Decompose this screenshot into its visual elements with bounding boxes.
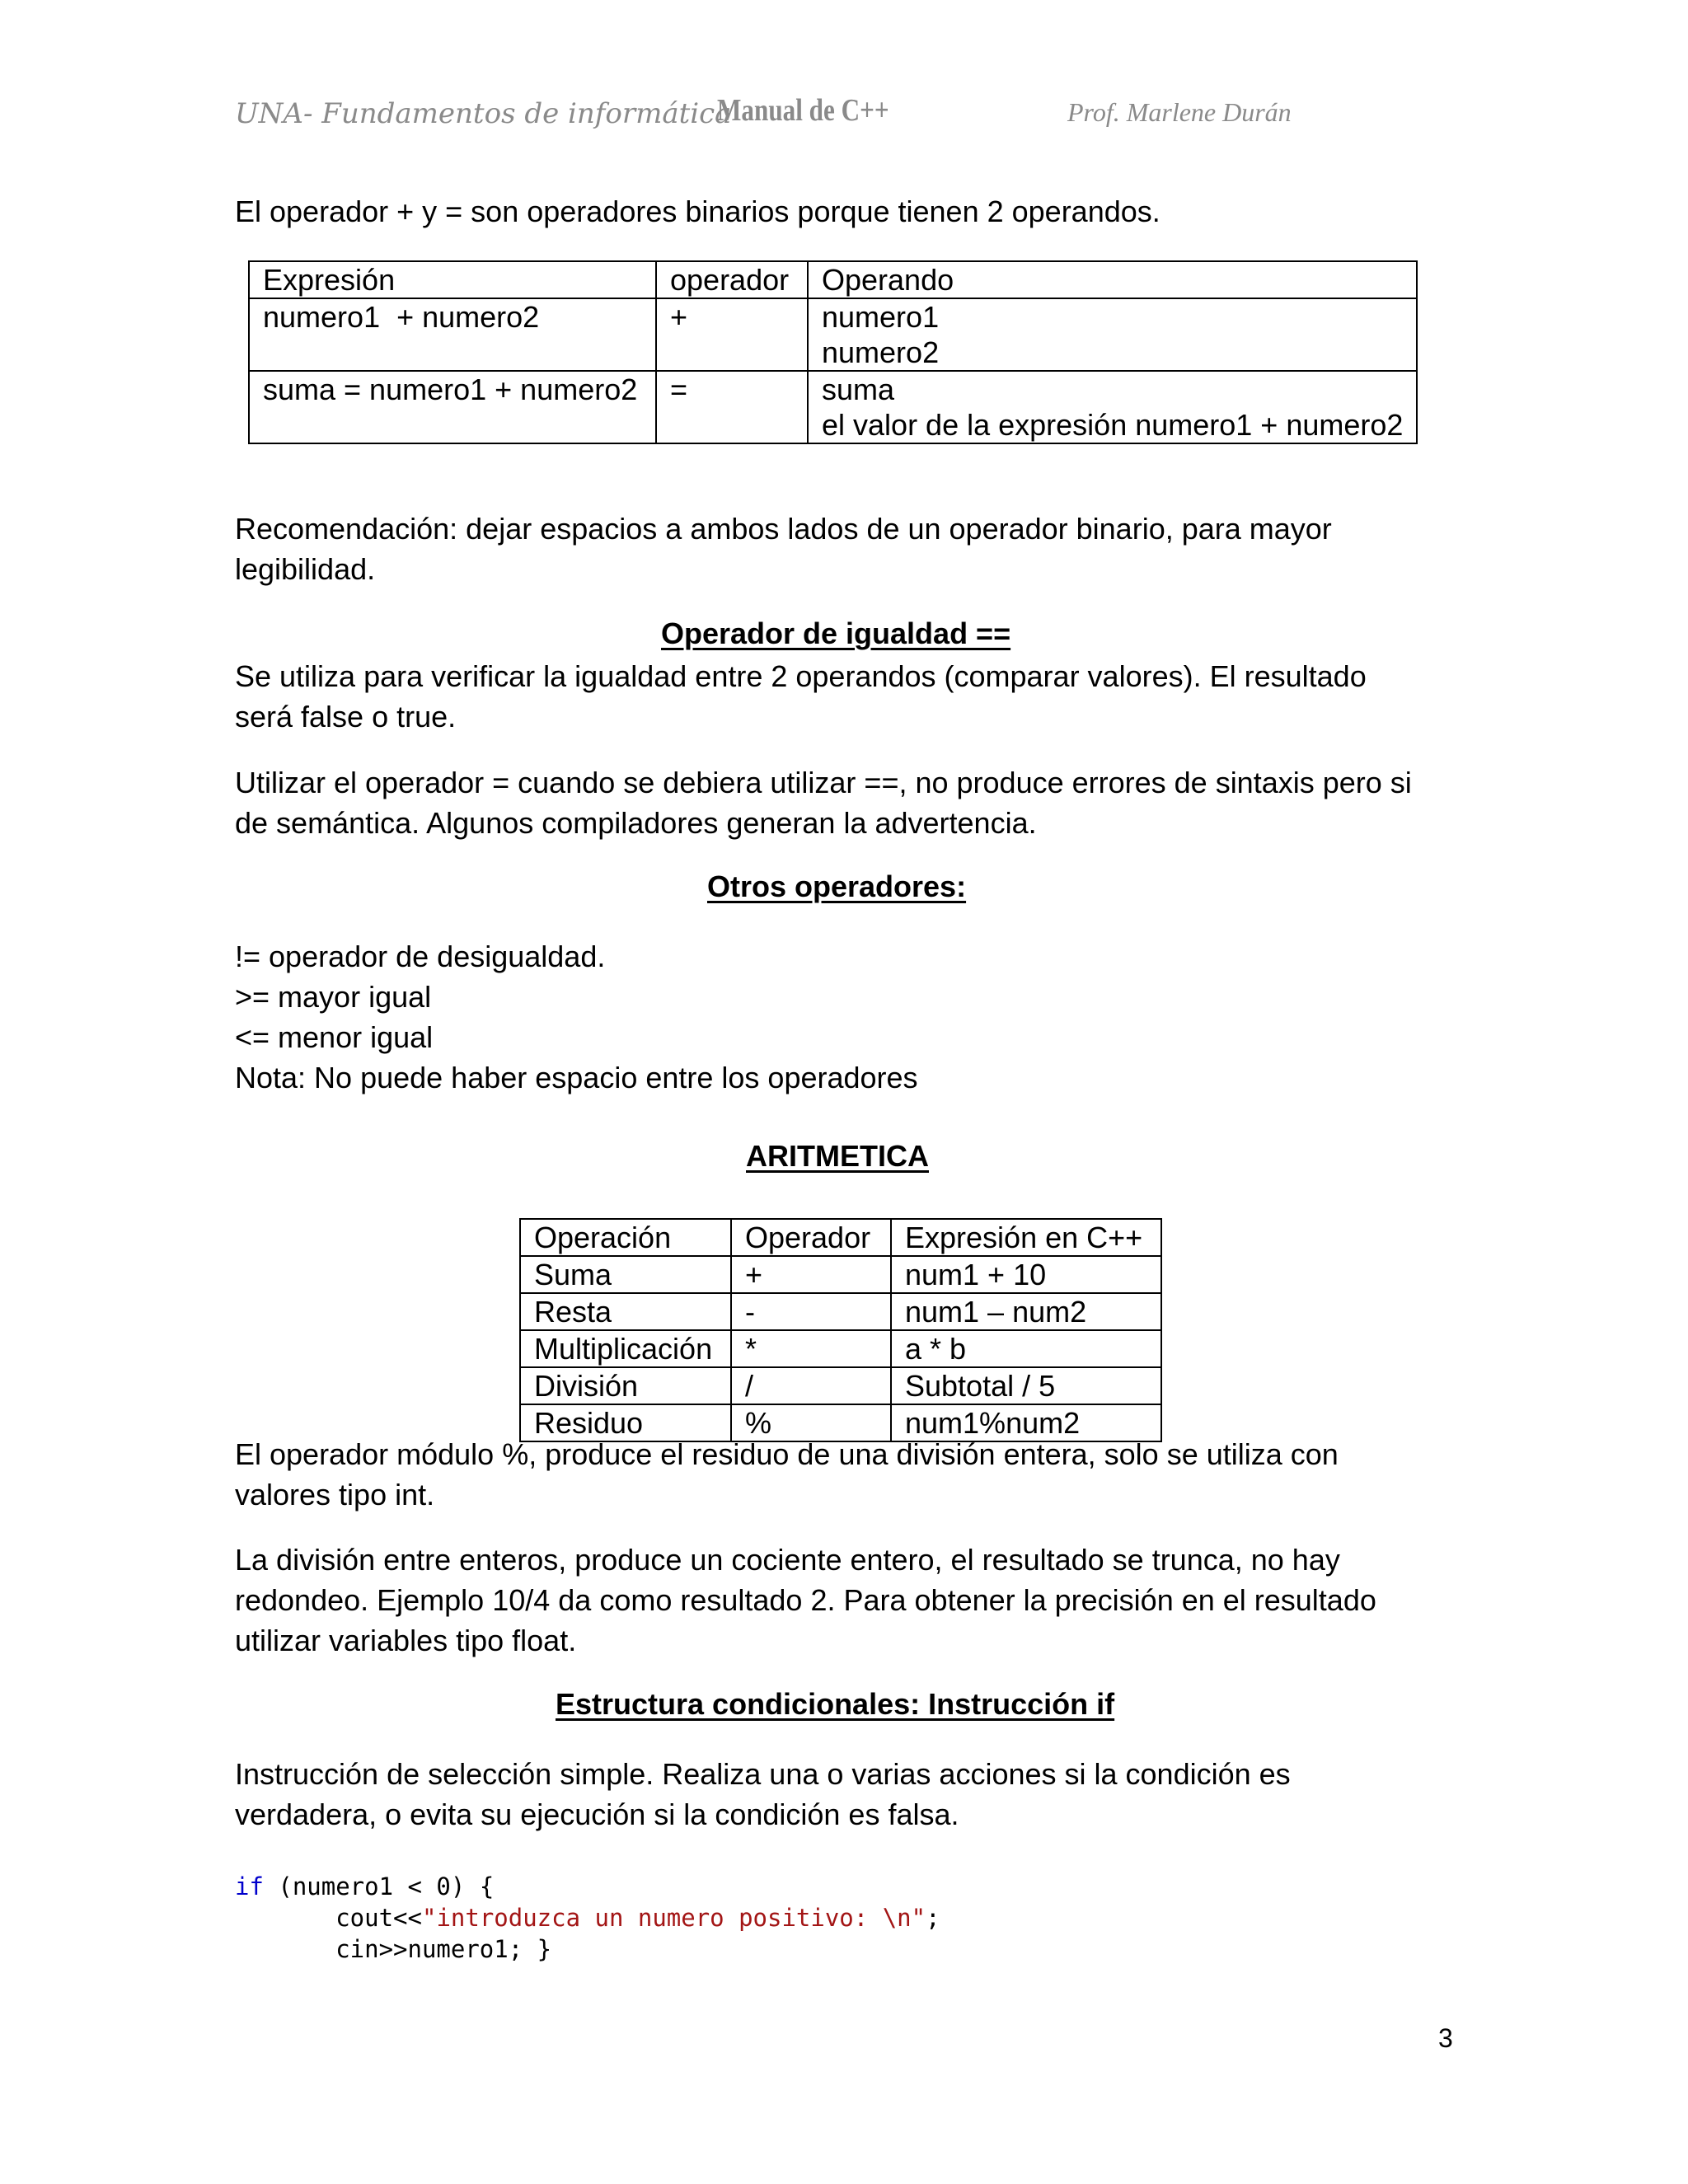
text-line: Utilizar el operador = cuando se debiera utilizar ==, no produce errores de sintaxis pero si xyxy=(235,766,1412,799)
header-author: Prof. Marlene Durán xyxy=(1067,97,1292,127)
section-heading-others: Otros operadores: xyxy=(707,869,967,903)
text-line: valores tipo int. xyxy=(235,1478,435,1511)
arithmetic-table xyxy=(519,1218,1162,1442)
section-heading-arithmetic: ARITMETICA xyxy=(746,1139,929,1173)
code-text: (numero1 < 0) { xyxy=(263,1872,495,1900)
table-header-row xyxy=(520,1219,1161,1256)
list-item: Nota: No puede haber espacio entre los operadores xyxy=(235,1061,918,1094)
text-line: será false o true. xyxy=(235,700,457,733)
others-list xyxy=(235,936,1447,1098)
table-cell: a * b xyxy=(891,1330,1161,1367)
table-cell: + xyxy=(656,298,808,371)
code-line xyxy=(235,1871,940,1902)
table-row xyxy=(520,1367,1161,1404)
table-header-cell: Operación xyxy=(520,1219,731,1256)
table-cell: Resta xyxy=(520,1293,731,1330)
division-paragraph xyxy=(235,1540,1447,1661)
text-line: redondeo. Ejemplo 10/4 da como resultado 2. Para obtener la precisión en el resultado xyxy=(235,1583,1376,1617)
list-item: >= mayor igual xyxy=(235,980,432,1014)
text-line: legibilidad. xyxy=(235,552,376,586)
table-row xyxy=(249,298,1417,371)
header-course: UNA- Fundamentos de informática xyxy=(235,97,732,130)
code-text: ; xyxy=(926,1904,940,1932)
table-row xyxy=(520,1330,1161,1367)
operand-line: numero1 xyxy=(822,300,940,334)
table-cell: + xyxy=(731,1256,891,1293)
operand-line: numero2 xyxy=(822,335,940,369)
code-text: cout<< xyxy=(235,1904,422,1932)
conditional-paragraph xyxy=(235,1754,1447,1835)
text-line: El operador módulo %, produce el residuo de una división entera, solo se utiliza con xyxy=(235,1437,1339,1471)
table-cell: num1%num2 xyxy=(891,1404,1161,1441)
equality-paragraph-1 xyxy=(235,656,1447,737)
table-cell: = xyxy=(656,371,808,443)
code-string: "introduzca un numero positivo: \n" xyxy=(421,1904,926,1932)
section-heading-conditional: Estructura condicionales: Instrucción if xyxy=(556,1687,1115,1721)
header-title: Manual de C++ xyxy=(717,93,889,128)
table-header-cell: Expresión xyxy=(249,261,656,298)
table-cell: - xyxy=(731,1293,891,1330)
text-line: Se utiliza para verificar la igualdad entre 2 operandos (comparar valores). El resultado xyxy=(235,659,1367,693)
operand-line: el valor de la expresión numero1 + numero2 xyxy=(822,408,1404,442)
table-row xyxy=(249,371,1417,443)
table-cell: Multiplicación xyxy=(520,1330,731,1367)
equality-paragraph-2 xyxy=(235,762,1447,843)
table-header-cell: Operador xyxy=(731,1219,891,1256)
table-cell: / xyxy=(731,1367,891,1404)
table-row xyxy=(520,1256,1161,1293)
table-cell: % xyxy=(731,1404,891,1441)
section-heading-equality: Operador de igualdad == xyxy=(661,616,1011,650)
recommendation-paragraph xyxy=(235,509,1447,589)
code-line xyxy=(235,1902,940,1933)
table-cell xyxy=(808,371,1417,443)
text-line: Instrucción de selección simple. Realiza una o varias acciones si la condición es xyxy=(235,1757,1291,1791)
text-line: utilizar variables tipo float. xyxy=(235,1624,577,1657)
operand-line: suma xyxy=(822,373,895,406)
table-row xyxy=(520,1293,1161,1330)
table-cell: Suma xyxy=(520,1256,731,1293)
text-line: de semántica. Algunos compiladores generan la advertencia. xyxy=(235,806,1037,840)
table-header-cell: Expresión en C++ xyxy=(891,1219,1161,1256)
list-item: <= menor igual xyxy=(235,1020,434,1054)
table-cell: num1 + 10 xyxy=(891,1256,1161,1293)
text-line: La división entre enteros, produce un cociente entero, el resultado se trunca, no hay xyxy=(235,1543,1340,1577)
code-line: cin>>numero1; } xyxy=(235,1935,552,1963)
modulo-paragraph xyxy=(235,1434,1447,1515)
code-block xyxy=(235,1871,940,1965)
table-header-row xyxy=(249,261,1417,298)
table-cell: suma = numero1 + numero2 xyxy=(249,371,656,443)
table-header-cell: operador xyxy=(656,261,808,298)
table-cell: Residuo xyxy=(520,1404,731,1441)
text-line: verdadera, o evita su ejecución si la condición es falsa. xyxy=(235,1797,959,1831)
table-cell: num1 – num2 xyxy=(891,1293,1161,1330)
intro-paragraph: El operador + y = son operadores binarios porque tienen 2 operandos. xyxy=(235,194,1160,228)
binary-operators-table xyxy=(248,260,1418,444)
table-cell: numero1 + numero2 xyxy=(249,298,656,371)
code-keyword: if xyxy=(235,1872,264,1900)
page-number: 3 xyxy=(1438,2023,1453,2053)
text-line: Recomendación: dejar espacios a ambos lados de un operador binario, para mayor xyxy=(235,512,1332,546)
table-cell xyxy=(808,298,1417,371)
table-cell: Subtotal / 5 xyxy=(891,1367,1161,1404)
list-item: != operador de desigualdad. xyxy=(235,940,606,973)
table-cell: * xyxy=(731,1330,891,1367)
table-cell: División xyxy=(520,1367,731,1404)
table-header-cell: Operando xyxy=(808,261,1417,298)
